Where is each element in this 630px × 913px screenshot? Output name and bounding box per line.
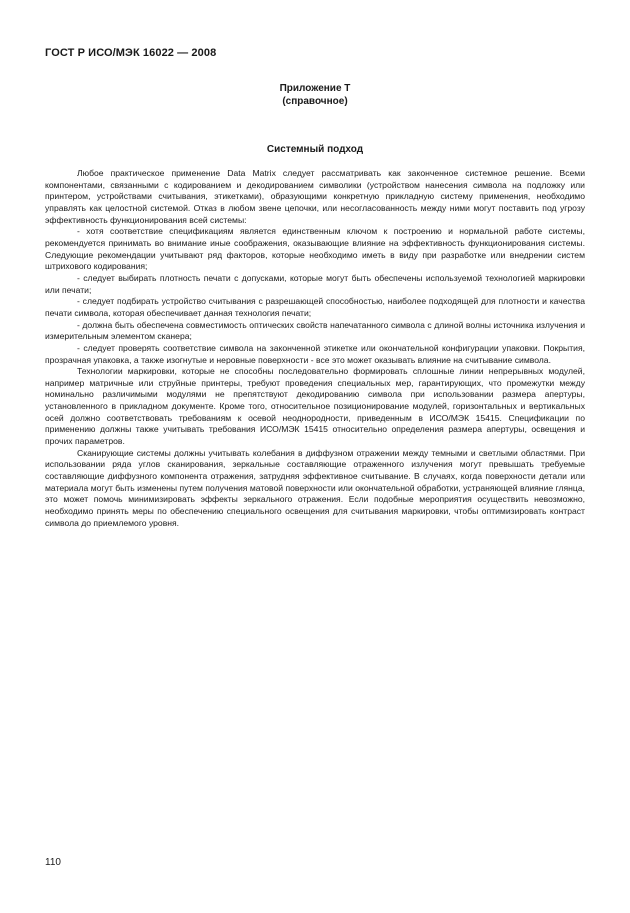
annex-heading xyxy=(0,82,630,108)
body-text xyxy=(45,168,585,529)
list-item: - хотя соответствие спецификациям является единственным ключом к построению и нормальной работе системы, рекомендуется принимать во внимание иные соображения, оказывающие влияние на эффективность функционирования системы. Следующие рекомендации учитывают ряд факторов, которые необходимо иметь в виду при разработке или внедрении систем штрихового кодирования; xyxy=(45,226,585,272)
annex-subtitle: (справочное) xyxy=(282,96,348,107)
list-item: - следует подбирать устройство считывания с разрешающей способностью, наиболее подходящей для плотности и качества печати символа, которая обеспечивает данная технология печати; xyxy=(45,296,585,318)
paragraph: Любое практическое применение Data Matrix следует расcматривать как законченное системное решение. Всеми компонентами, связанными с кодированием и декодированием символики (устройством нанесения символа на подложку или принтером, устройствами считывания, этикетками), образующими конкретную прикладную систему применения, необходимо управлять как целостной системой. Отказ в любом звене цепочки, или несогласованность между ними могут поставить под угрозу эффективность функционирования всей системы: xyxy=(45,168,585,225)
list-item: - следует выбирать плотность печати с допусками, которые могут быть обеспечены используемой технологией маркировки или печати; xyxy=(45,272,585,295)
page-number: 110 xyxy=(45,857,61,868)
annex-title: Приложение Т xyxy=(279,83,351,94)
section-title: Системный подход xyxy=(266,144,364,155)
paragraph: Сканирующие системы должны учитывать колебания в диффузном отражении между темными и светлыми областями. При использовании ряда углов сканирования, зеркальные составляющие отраженного излучения могут превышать требуемые составляющие диффузного компонента отражения, затрудняя эффективное считывание. В случаях, когда поверхности детали или материала могут быть изменены путем получения матовой поверхности или окончательной обработки, устраняющей влияние глянца, это может помочь минимизировать эффекты зеркального отражения. Если подобные мероприятия осуществить невозможно, необходимо принять меры по обеспечению специального освещения для считывания маркировки, чтобы оптимизировать контраст символа до приемлемого уровня. xyxy=(45,447,585,528)
document-header: ГОСТ Р ИСО/МЭК 16022 — 2008 xyxy=(45,47,217,59)
list-item: - следует проверять соответствие символа на законченной этикетке или окончательной конфигурации упаковки. Покрытия, прозрачная упаковка, а также изогнутые и неровные поверхности - все это может оказывать влияние на считывание символа. xyxy=(45,342,585,365)
paragraph: Технологии маркировки, которые не способны последовательно формировать сплошные линии непрерывных модулей, например матричные или струйные принтеры, требуют проведения специальных мер, гарантирующих, что промежутки между номинально различимыми модулями не препятствуют декодированию символа при использовании размера апертуры, установленного в прикладном документе. Кроме того, относительное позиционирование модулей, горизонтальных и вертикальных осей должно соответствовать требованиям к осевой неоднородности, приведенным в ИСО/МЭК 15415. Спецификации по применению должны также учитывать требования ИСО/МЭК 15415 относительно определения размера апертуры, освещения и прочих параметров. xyxy=(45,366,585,447)
list-item: - должна быть обеспечена совместимость оптических свойств напечатанного символа с длиной волны источника излучения и измерительным элементом сканера; xyxy=(45,319,585,342)
